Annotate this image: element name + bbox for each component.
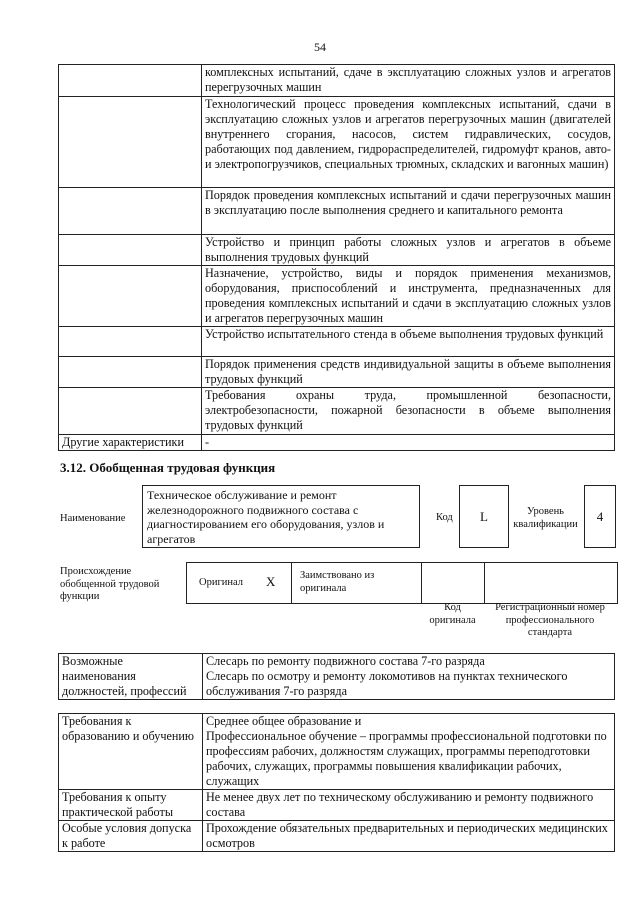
row-label [59, 188, 202, 235]
row-label [59, 235, 202, 266]
row-label [59, 357, 202, 388]
code-value: L [480, 509, 488, 524]
requirement-text: Среднее общее образование и Профессиональное обучение – программы профессиональной подготовки по профессиям рабочих, должностям служащих, программы переподготовки рабочих, служащих, программы повышения квалификации рабочих, служащих [203, 714, 615, 790]
requirement-text: Прохождение обязательных предварительных и периодических медицинских осмотров [203, 821, 615, 852]
origin-divider [484, 562, 485, 603]
table-row [59, 188, 615, 235]
position-line: Слесарь по ремонту подвижного состава 7-го разряда [206, 654, 485, 668]
reg-caption: Регистрационный номер профессионального стандарта [495, 602, 605, 638]
table-row [59, 266, 615, 327]
table-row [59, 821, 615, 852]
requirement-label: Требования к опыту практической работы [59, 790, 203, 821]
row-text: Требования охраны труда, промышленной безопасности, электробезопасности, пожарной безопасности в объеме выполнения трудовых функций [202, 388, 615, 435]
origin-divider [421, 562, 422, 603]
name-value: Техническое обслуживание и ремонт железнодорожного подвижного состава с диагностированием его оборудования, узлов и агрегатов [147, 488, 385, 546]
code-label: Код [436, 512, 453, 523]
table-row [59, 357, 615, 388]
row-label [59, 327, 202, 357]
row-text: комплексных испытаний, сдаче в эксплуатацию сложных узлов и агрегатов перегрузочных машин [202, 65, 615, 97]
table-row [59, 714, 615, 790]
table-row [59, 388, 615, 435]
position-line: Слесарь по осмотру и ремонту локомотивов на пунктах технического обслуживания 7-го разряда [206, 669, 568, 698]
table-row [59, 65, 615, 97]
row-label [59, 65, 202, 97]
row-text: Устройство и принцип работы сложных узлов и агрегатов в объеме выполнения трудовых функций [202, 235, 615, 266]
row-text: Назначение, устройство, виды и порядок применения механизмов, оборудования, приспособлений и инструмента, предназначенных для проведения комплексных испытаний и сдачи в эксплуатацию сложных узлов и агрегатов перегрузочных машин [202, 266, 615, 327]
level-box [584, 485, 616, 548]
positions-table [58, 653, 615, 700]
table-row [59, 235, 615, 266]
code-caption: Код оригинала [429, 602, 476, 626]
row-text: Технологический процесс проведения комплексных испытаний, сдачи в эксплуатацию сложных узлов и агрегатов перегрузочных машин (двигателей внутреннего сгорания, насосов, систем гидравлических, сосудов, работающих под давлением, гидрораспределителей, гидромуфт кранов, авто- и электропогрузчиков, специальных трюмных, складских и вагонных машин) [202, 97, 615, 188]
row-label [59, 266, 202, 327]
row-label: Другие характеристики [59, 435, 202, 451]
row-label [59, 388, 202, 435]
section-title: 3.12. Обобщенная трудовая функция [60, 460, 276, 475]
table-row [59, 654, 615, 700]
row-text: - [202, 435, 615, 451]
row-text: Порядок проведения комплексных испытаний и сдачи перегрузочных машин в эксплуатацию после выполнения среднего и капитального ремонта [202, 188, 615, 235]
name-label: Наименование [60, 513, 126, 524]
requirement-label: Особые условия допуска к работе [59, 821, 203, 852]
code-box [459, 485, 509, 548]
table-row [59, 327, 615, 357]
table-row [59, 435, 615, 451]
original-label: Оригинал [199, 577, 243, 588]
level-value: 4 [596, 509, 604, 524]
row-text: Порядок применения средств индивидуальной защиты в объеме выполнения трудовых функций [202, 357, 615, 388]
positions-value [203, 654, 615, 700]
origin-label: Происхождение обобщенной трудовой функции [60, 566, 160, 602]
level-label: Уровень квалификации [513, 506, 578, 530]
table-row [59, 97, 615, 188]
positions-label: Возможные наименования должностей, профессий [59, 654, 203, 700]
requirements-table [58, 713, 615, 852]
borrowed-label: Заимствовано из оригинала [300, 570, 375, 594]
row-label [59, 97, 202, 188]
origin-divider [291, 562, 292, 603]
requirement-label: Требования к образованию и обучению [59, 714, 203, 790]
knowledge-table [58, 64, 615, 451]
page-number: 54 [314, 40, 326, 54]
original-mark: X [266, 574, 276, 589]
row-text: Устройство испытательного стенда в объеме выполнения трудовых функций [202, 327, 615, 357]
table-row [59, 790, 615, 821]
name-box [142, 485, 420, 548]
requirement-text: Не менее двух лет по техническому обслуживанию и ремонту подвижного состава [203, 790, 615, 821]
